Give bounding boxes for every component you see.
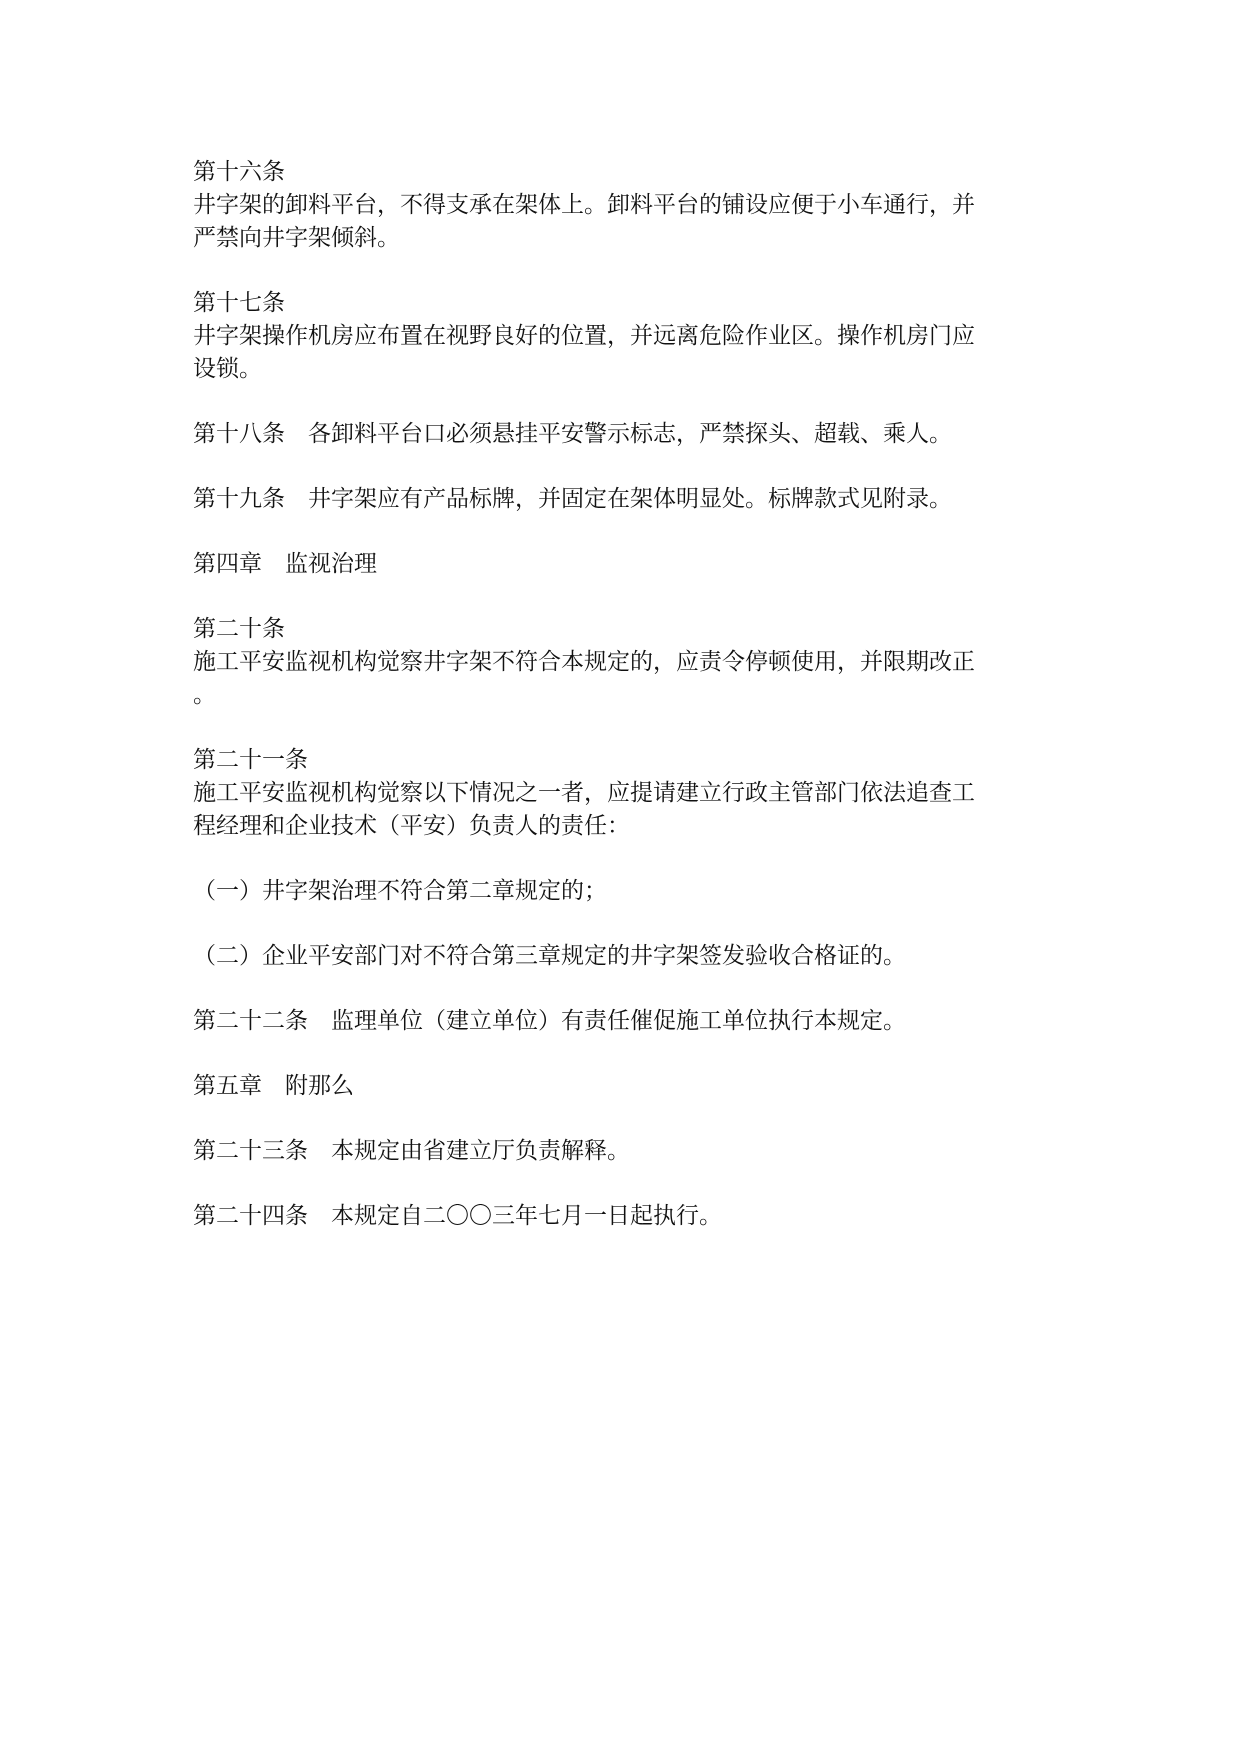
article-21-line-1: 施工平安监视机构觉察以下情况之一者，应提请建立行政主管部门依法追查工	[193, 780, 975, 806]
article-16-heading: 第十六条	[193, 159, 285, 185]
article-20-line-1: 施工平安监视机构觉察井字架不符合本规定的，应责令停顿使用，并限期改正	[193, 649, 975, 675]
article-21-line-2: 程经理和企业技术（平安）负责人的责任：	[193, 813, 630, 839]
chapter-4-heading: 第四章 监视治理	[193, 551, 377, 577]
article-20-line-2: 。	[193, 682, 216, 708]
article-20-heading: 第二十条	[193, 616, 285, 642]
article-17-heading: 第十七条	[193, 290, 285, 316]
article-18: 第十八条 各卸料平台口必须悬挂平安警示标志，严禁探头、超载、乘人。	[193, 421, 952, 447]
article-23: 第二十三条 本规定由省建立厅负责解释。	[193, 1138, 630, 1164]
article-17-line-2: 设锁。	[193, 356, 262, 382]
article-24: 第二十四条 本规定自二〇〇三年七月一日起执行。	[193, 1203, 722, 1229]
article-16-line-1: 井字架的卸料平台，不得支承在架体上。卸料平台的铺设应便于小车通行，并	[193, 192, 975, 218]
article-21-item-1: （一）井字架治理不符合第二章规定的；	[193, 878, 607, 904]
article-19: 第十九条 井字架应有产品标牌，并固定在架体明显处。标牌款式见附录。	[193, 486, 952, 512]
article-21-heading: 第二十一条	[193, 747, 308, 773]
article-22: 第二十二条 监理单位（建立单位）有责任催促施工单位执行本规定。	[193, 1008, 906, 1034]
chapter-5-heading: 第五章 附那么	[193, 1073, 354, 1099]
article-16-line-2: 严禁向井字架倾斜。	[193, 225, 400, 251]
article-21-item-2: （二）企业平安部门对不符合第三章规定的井字架签发验收合格证的。	[193, 943, 906, 969]
article-17-line-1: 井字架操作机房应布置在视野良好的位置，并远离危险作业区。操作机房门应	[193, 323, 975, 349]
